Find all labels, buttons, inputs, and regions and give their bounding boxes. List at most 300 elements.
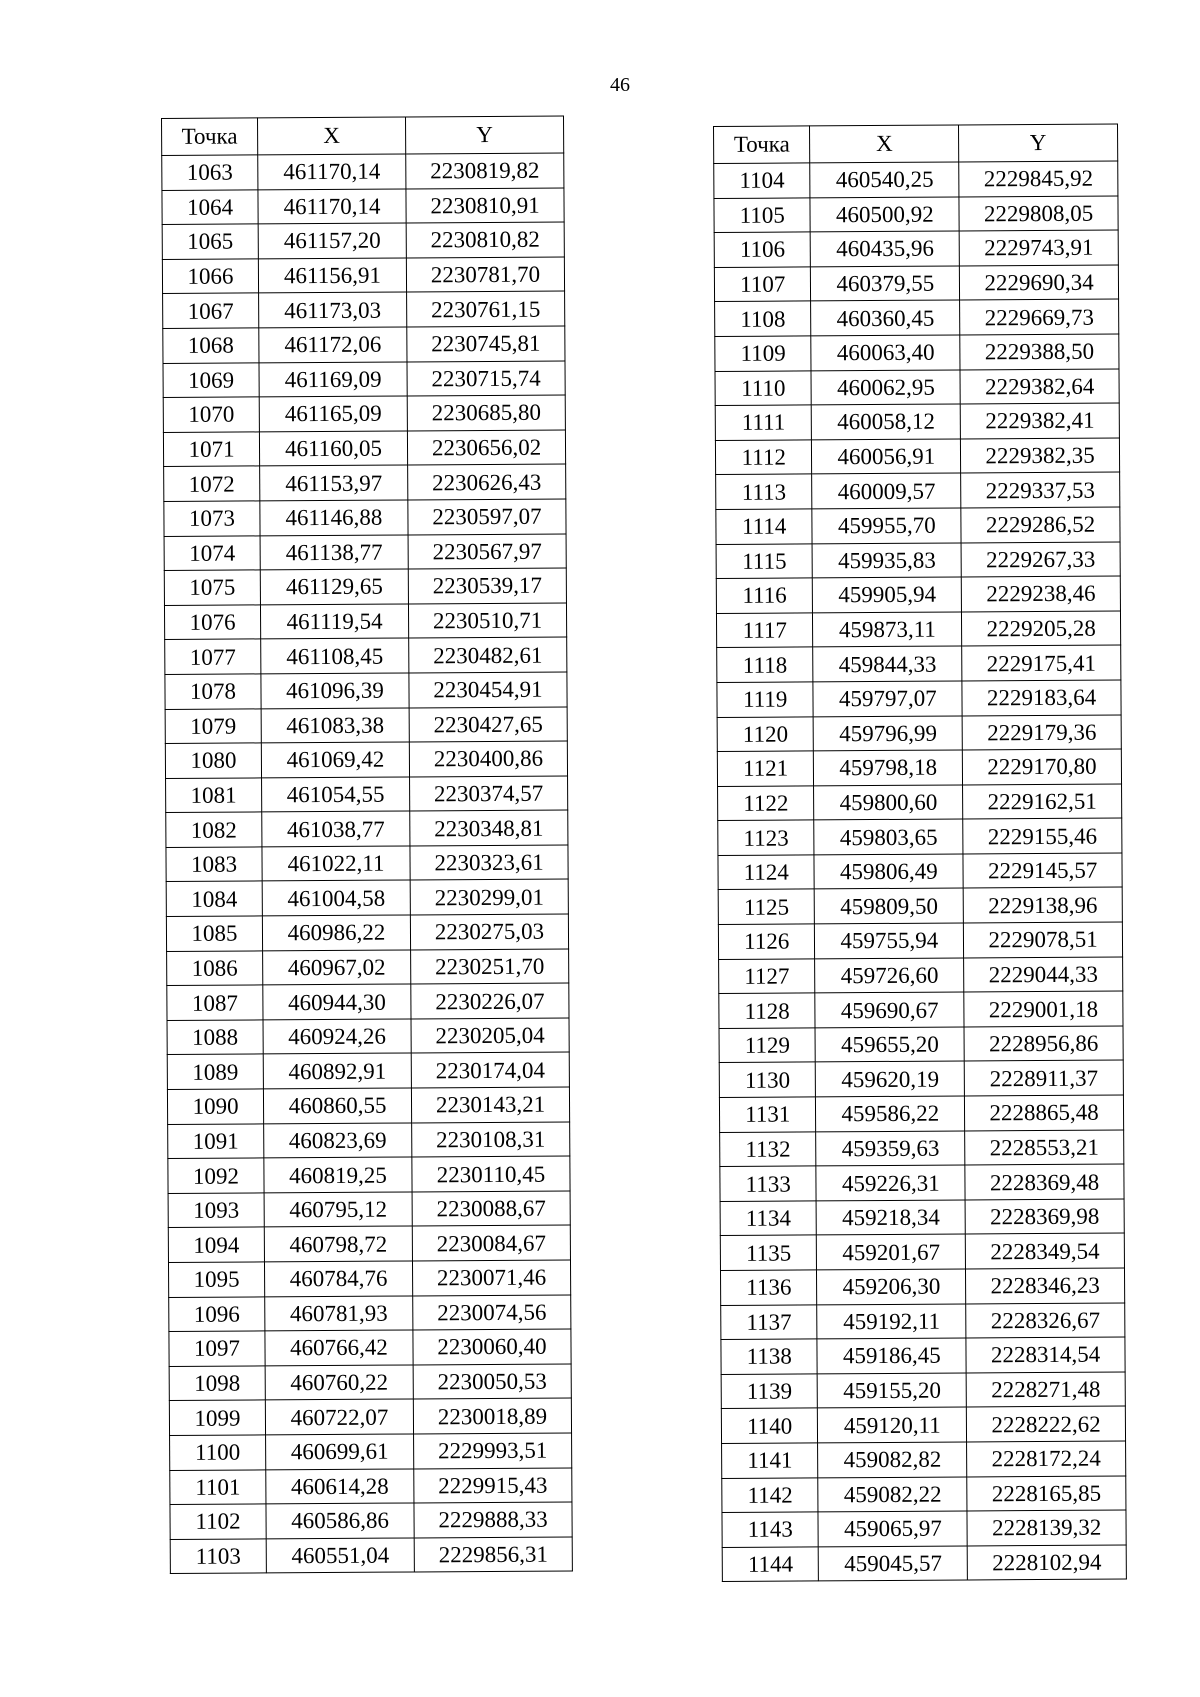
y-cell: 2230454,91 — [409, 672, 567, 708]
y-cell: 2229845,92 — [959, 161, 1118, 197]
table-row — [167, 983, 569, 1020]
y-cell: 2229382,35 — [961, 438, 1120, 474]
y-cell: 2229993,51 — [414, 1433, 572, 1469]
x-cell: 459218,34 — [817, 1200, 966, 1236]
y-cell: 2230482,61 — [409, 637, 567, 673]
x-cell: 460760,22 — [265, 1365, 413, 1400]
y-cell: 2230567,97 — [408, 534, 566, 570]
coordinates-table-left — [161, 116, 573, 1575]
y-cell: 2230685,80 — [407, 395, 565, 431]
table-row — [163, 361, 565, 398]
table-row — [715, 369, 1119, 406]
table-row — [716, 507, 1120, 544]
x-cell: 459082,82 — [818, 1442, 967, 1478]
y-cell: 2230810,91 — [406, 188, 564, 224]
point-cell: 1090 — [167, 1089, 263, 1124]
point-cell: 1075 — [164, 570, 260, 605]
x-cell: 460823,69 — [264, 1123, 412, 1158]
table-row — [170, 1468, 572, 1505]
table-row — [720, 1130, 1124, 1167]
table-row — [165, 741, 567, 778]
header-point: Точка — [162, 118, 258, 156]
table-row — [162, 222, 564, 259]
x-cell: 459809,50 — [815, 888, 964, 924]
y-cell: 2230374,57 — [410, 776, 568, 812]
x-cell: 459120,11 — [818, 1407, 967, 1443]
point-cell: 1133 — [720, 1166, 817, 1201]
x-cell: 459755,94 — [815, 923, 964, 959]
x-cell: 460586,86 — [266, 1503, 414, 1538]
y-cell: 2230050,53 — [413, 1364, 571, 1400]
x-cell: 461138,77 — [260, 535, 408, 570]
table-row — [721, 1406, 1125, 1443]
table-row — [166, 914, 568, 951]
y-cell: 2228865,48 — [965, 1095, 1124, 1131]
point-cell: 1135 — [720, 1235, 817, 1270]
x-cell: 459359,63 — [816, 1131, 965, 1167]
y-cell: 2228165,85 — [967, 1476, 1126, 1512]
x-cell: 461004,58 — [262, 880, 410, 915]
table-row — [719, 991, 1123, 1028]
x-cell: 459796,99 — [814, 715, 963, 751]
x-cell: 460944,30 — [263, 984, 411, 1019]
y-cell: 2230781,70 — [406, 257, 564, 293]
point-cell: 1081 — [166, 778, 262, 813]
y-cell: 2230275,03 — [410, 914, 568, 950]
point-cell: 1122 — [718, 786, 815, 821]
table-row — [164, 499, 566, 536]
y-cell: 2229138,96 — [963, 887, 1122, 923]
point-cell: 1095 — [168, 1262, 264, 1297]
point-cell: 1127 — [719, 959, 816, 994]
point-cell: 1107 — [714, 267, 811, 302]
header-x: X — [258, 117, 406, 155]
point-cell: 1118 — [717, 647, 814, 682]
point-cell: 1091 — [168, 1124, 264, 1159]
x-cell: 459798,18 — [814, 750, 963, 786]
x-cell: 459620,19 — [816, 1061, 965, 1097]
y-cell: 2229337,53 — [961, 472, 1120, 508]
point-cell: 1074 — [164, 535, 260, 570]
x-cell: 461054,55 — [262, 777, 410, 812]
point-cell: 1128 — [719, 993, 816, 1028]
x-cell: 459800,60 — [814, 785, 963, 821]
table-row — [170, 1502, 572, 1539]
x-cell: 460360,45 — [811, 300, 960, 336]
y-cell: 2230084,67 — [412, 1225, 570, 1261]
x-cell: 460860,55 — [263, 1088, 411, 1123]
table-row — [167, 1018, 569, 1055]
point-cell: 1116 — [716, 578, 813, 613]
x-cell: 459206,30 — [817, 1269, 966, 1305]
point-cell: 1105 — [714, 198, 811, 233]
y-cell: 2229382,41 — [960, 403, 1119, 439]
x-cell: 459690,67 — [815, 992, 964, 1028]
y-cell: 2230745,81 — [407, 326, 565, 362]
point-cell: 1089 — [167, 1054, 263, 1089]
table-row — [170, 1537, 572, 1574]
y-cell: 2230299,01 — [410, 879, 568, 915]
point-cell: 1065 — [162, 224, 258, 259]
y-cell: 2230110,45 — [412, 1156, 570, 1192]
table-row — [719, 1026, 1123, 1063]
y-cell: 2228956,86 — [964, 1026, 1123, 1062]
y-cell: 2230226,07 — [411, 983, 569, 1019]
x-cell: 459803,65 — [814, 819, 963, 855]
table-row — [163, 430, 565, 467]
point-cell: 1141 — [722, 1443, 819, 1478]
table-row — [167, 1087, 569, 1124]
y-cell: 2230761,15 — [407, 291, 565, 327]
x-cell: 459905,94 — [813, 577, 962, 613]
table-row — [164, 534, 566, 571]
table-row — [715, 403, 1119, 440]
table-row — [165, 707, 567, 744]
x-cell: 461083,38 — [261, 707, 409, 742]
x-cell: 459192,11 — [817, 1304, 966, 1340]
page-number: 46 — [610, 74, 630, 96]
point-cell: 1125 — [718, 889, 815, 924]
x-cell: 461160,05 — [259, 431, 407, 466]
y-cell: 2228326,67 — [966, 1303, 1125, 1339]
point-cell: 1076 — [164, 605, 260, 640]
header-point: Точка — [714, 126, 811, 164]
y-cell: 2230427,65 — [409, 707, 567, 743]
y-cell: 2229743,91 — [959, 230, 1118, 266]
table-row — [722, 1441, 1126, 1478]
point-cell: 1073 — [164, 501, 260, 536]
table-row — [168, 1122, 570, 1159]
point-cell: 1121 — [717, 751, 814, 786]
table-row — [718, 784, 1122, 821]
x-cell: 460892,91 — [263, 1053, 411, 1088]
y-cell: 2229388,50 — [960, 334, 1119, 370]
y-cell: 2230018,89 — [413, 1398, 571, 1434]
y-cell: 2228369,98 — [965, 1199, 1124, 1235]
table-row — [714, 230, 1118, 267]
point-cell: 1082 — [166, 812, 262, 847]
table-row — [166, 879, 568, 916]
point-cell: 1068 — [163, 328, 259, 363]
point-cell: 1129 — [719, 1028, 816, 1063]
point-cell: 1096 — [169, 1296, 265, 1331]
y-cell: 2228271,48 — [966, 1372, 1125, 1408]
table-row — [721, 1337, 1125, 1374]
x-cell: 459586,22 — [816, 1096, 965, 1132]
x-cell: 461169,09 — [259, 362, 407, 397]
table-row — [166, 776, 568, 813]
x-cell: 461170,14 — [258, 189, 406, 224]
table-row — [717, 680, 1121, 717]
point-cell: 1100 — [170, 1435, 266, 1470]
x-cell: 460062,95 — [811, 370, 960, 406]
point-cell: 1117 — [716, 613, 813, 648]
table-row — [164, 568, 566, 605]
y-cell: 2230810,82 — [406, 222, 564, 258]
point-cell: 1124 — [718, 855, 815, 890]
point-cell: 1097 — [169, 1331, 265, 1366]
table-row — [718, 922, 1122, 959]
table-row — [719, 957, 1123, 994]
point-cell: 1134 — [720, 1201, 817, 1236]
table-row — [163, 395, 565, 432]
x-cell: 460924,26 — [263, 1019, 411, 1054]
table-row — [168, 1191, 570, 1228]
y-cell: 2229179,36 — [962, 715, 1121, 751]
x-cell: 461173,03 — [259, 292, 407, 327]
x-cell: 460699,61 — [266, 1434, 414, 1469]
y-cell: 2229856,31 — [414, 1537, 572, 1573]
header-y: Y — [405, 116, 563, 154]
point-cell: 1067 — [163, 293, 259, 328]
point-cell: 1066 — [162, 259, 258, 294]
table-row — [162, 188, 564, 225]
point-cell: 1110 — [715, 370, 812, 405]
x-cell: 459226,31 — [816, 1165, 965, 1201]
point-cell: 1087 — [167, 985, 263, 1020]
y-cell: 2228911,37 — [964, 1060, 1123, 1096]
y-cell: 2229669,73 — [960, 299, 1119, 335]
point-cell: 1130 — [719, 1062, 816, 1097]
y-cell: 2230819,82 — [406, 153, 564, 189]
x-cell: 460009,57 — [812, 473, 961, 509]
table-header-row — [714, 124, 1118, 163]
y-cell: 2230656,02 — [407, 430, 565, 466]
y-cell: 2228349,54 — [965, 1233, 1124, 1269]
table-row — [717, 715, 1121, 752]
point-cell: 1071 — [163, 432, 259, 467]
table-row — [722, 1476, 1126, 1513]
y-cell: 2229238,46 — [961, 576, 1120, 612]
y-cell: 2230323,61 — [410, 845, 568, 881]
table-row — [170, 1433, 572, 1470]
point-cell: 1119 — [717, 682, 814, 717]
point-cell: 1079 — [165, 708, 261, 743]
y-cell: 2230060,40 — [413, 1329, 571, 1365]
point-cell: 1144 — [722, 1547, 819, 1582]
point-cell: 1084 — [166, 881, 262, 916]
point-cell: 1136 — [720, 1270, 817, 1305]
table-row — [169, 1329, 571, 1366]
table-row — [716, 576, 1120, 613]
y-cell: 2230108,31 — [412, 1122, 570, 1158]
table-row — [162, 153, 564, 190]
y-cell: 2230626,43 — [408, 464, 566, 500]
x-cell: 459797,07 — [813, 681, 962, 717]
coordinates-table-right — [713, 124, 1127, 1583]
point-cell: 1106 — [714, 232, 811, 267]
point-cell: 1143 — [722, 1512, 819, 1547]
y-cell: 2229078,51 — [964, 922, 1123, 958]
point-cell: 1108 — [715, 301, 812, 336]
y-cell: 2228553,21 — [965, 1130, 1124, 1166]
table-row — [164, 464, 566, 501]
table-row — [169, 1295, 571, 1332]
point-cell: 1092 — [168, 1158, 264, 1193]
y-cell: 2229170,80 — [963, 749, 1122, 785]
x-cell: 461156,91 — [258, 258, 406, 293]
x-cell: 461038,77 — [262, 811, 410, 846]
table-row — [719, 1060, 1123, 1097]
x-cell: 459045,57 — [819, 1546, 968, 1582]
y-cell: 2228222,62 — [967, 1406, 1126, 1442]
y-cell: 2230597,07 — [408, 499, 566, 535]
point-cell: 1120 — [717, 716, 814, 751]
y-cell: 2229001,18 — [964, 991, 1123, 1027]
point-cell: 1103 — [170, 1539, 266, 1574]
y-cell: 2228346,23 — [966, 1268, 1125, 1304]
x-cell: 459065,97 — [818, 1511, 967, 1547]
point-cell: 1109 — [715, 336, 812, 371]
point-cell: 1102 — [170, 1504, 266, 1539]
x-cell: 460722,07 — [265, 1399, 413, 1434]
point-cell: 1131 — [719, 1097, 816, 1132]
point-cell: 1123 — [718, 820, 815, 855]
x-cell: 461096,39 — [261, 673, 409, 708]
x-cell: 460435,96 — [811, 231, 960, 267]
point-cell: 1088 — [167, 1020, 263, 1055]
table-row — [722, 1545, 1126, 1582]
table-row — [721, 1303, 1125, 1340]
table-row — [715, 299, 1119, 336]
x-cell: 461108,45 — [261, 638, 409, 673]
table-row — [720, 1233, 1124, 1270]
point-cell: 1072 — [164, 466, 260, 501]
x-cell: 460784,76 — [264, 1261, 412, 1296]
table-row — [714, 196, 1118, 233]
point-cell: 1085 — [166, 916, 262, 951]
y-cell: 2230143,21 — [411, 1087, 569, 1123]
y-cell: 2230088,67 — [412, 1191, 570, 1227]
x-cell: 460795,12 — [264, 1192, 412, 1227]
table-row — [167, 949, 569, 986]
x-cell: 460056,91 — [812, 439, 961, 475]
x-cell: 459155,20 — [818, 1373, 967, 1409]
table-row — [168, 1225, 570, 1262]
table-row — [717, 645, 1121, 682]
table-row — [718, 887, 1122, 924]
point-cell: 1070 — [163, 397, 259, 432]
x-cell: 460967,02 — [263, 950, 411, 985]
point-cell: 1111 — [715, 405, 812, 440]
x-cell: 460798,72 — [264, 1226, 412, 1261]
header-x: X — [810, 125, 959, 163]
x-cell: 460379,55 — [811, 266, 960, 302]
x-cell: 459935,83 — [813, 543, 962, 579]
point-cell: 1064 — [162, 190, 258, 225]
x-cell: 460614,28 — [266, 1469, 414, 1504]
y-cell: 2229915,43 — [414, 1468, 572, 1504]
table-row — [168, 1260, 570, 1297]
x-cell: 460063,40 — [811, 335, 960, 371]
x-cell: 459806,49 — [814, 854, 963, 890]
y-cell: 2228139,32 — [967, 1510, 1126, 1546]
x-cell: 461172,06 — [259, 327, 407, 362]
point-cell: 1078 — [165, 674, 261, 709]
y-cell: 2230348,81 — [410, 810, 568, 846]
table-row — [714, 161, 1118, 198]
table-row — [716, 472, 1120, 509]
table-row — [715, 334, 1119, 371]
table-row — [163, 291, 565, 328]
point-cell: 1099 — [169, 1400, 265, 1435]
y-cell: 2229888,33 — [414, 1502, 572, 1538]
point-cell: 1101 — [170, 1469, 266, 1504]
point-cell: 1139 — [721, 1374, 818, 1409]
x-cell: 461165,09 — [259, 396, 407, 431]
table-row — [716, 542, 1120, 579]
x-cell: 460766,42 — [265, 1330, 413, 1365]
point-cell: 1093 — [168, 1193, 264, 1228]
table-row — [169, 1398, 571, 1435]
table-row — [720, 1268, 1124, 1305]
table-row — [720, 1199, 1124, 1236]
point-cell: 1083 — [166, 847, 262, 882]
table-row — [716, 611, 1120, 648]
table-row — [164, 603, 566, 640]
y-cell: 2230251,70 — [411, 949, 569, 985]
x-cell: 460540,25 — [810, 162, 959, 198]
x-cell: 460058,12 — [812, 404, 961, 440]
table-row — [169, 1364, 571, 1401]
table-row — [714, 265, 1118, 302]
x-cell: 459726,60 — [815, 958, 964, 994]
table-row — [720, 1164, 1124, 1201]
x-cell: 461157,20 — [258, 223, 406, 258]
y-cell: 2230510,71 — [408, 603, 566, 639]
table-row — [166, 845, 568, 882]
point-cell: 1140 — [721, 1408, 818, 1443]
x-cell: 460781,93 — [265, 1296, 413, 1331]
point-cell: 1086 — [167, 951, 263, 986]
table-header-row — [162, 116, 564, 155]
y-cell: 2230205,04 — [411, 1018, 569, 1054]
x-cell: 459186,45 — [817, 1338, 966, 1374]
point-cell: 1137 — [721, 1304, 818, 1339]
y-cell: 2229808,05 — [959, 196, 1118, 232]
table-row — [722, 1510, 1126, 1547]
y-cell: 2230074,56 — [413, 1295, 571, 1331]
x-cell: 460986,22 — [262, 915, 410, 950]
y-cell: 2228172,24 — [967, 1441, 1126, 1477]
y-cell: 2229175,41 — [962, 645, 1121, 681]
point-cell: 1077 — [165, 639, 261, 674]
table-row — [162, 257, 564, 294]
x-cell: 459873,11 — [813, 612, 962, 648]
table-row — [717, 749, 1121, 786]
y-cell: 2229044,33 — [964, 957, 1123, 993]
table-row — [165, 637, 567, 674]
point-cell: 1063 — [162, 155, 258, 190]
point-cell: 1069 — [163, 362, 259, 397]
x-cell: 459201,67 — [817, 1234, 966, 1270]
table-row — [715, 438, 1119, 475]
table-row — [163, 326, 565, 363]
x-cell: 460819,25 — [264, 1157, 412, 1192]
point-cell: 1126 — [718, 924, 815, 959]
y-cell: 2229162,51 — [963, 784, 1122, 820]
table-row — [165, 672, 567, 709]
table-row — [719, 1095, 1123, 1132]
point-cell: 1142 — [722, 1477, 819, 1512]
x-cell: 459655,20 — [815, 1027, 964, 1063]
y-cell: 2229286,52 — [961, 507, 1120, 543]
x-cell: 459082,22 — [818, 1477, 967, 1513]
x-cell: 459844,33 — [813, 646, 962, 682]
x-cell: 461170,14 — [258, 154, 406, 189]
y-cell: 2229183,64 — [962, 680, 1121, 716]
point-cell: 1132 — [720, 1132, 817, 1167]
